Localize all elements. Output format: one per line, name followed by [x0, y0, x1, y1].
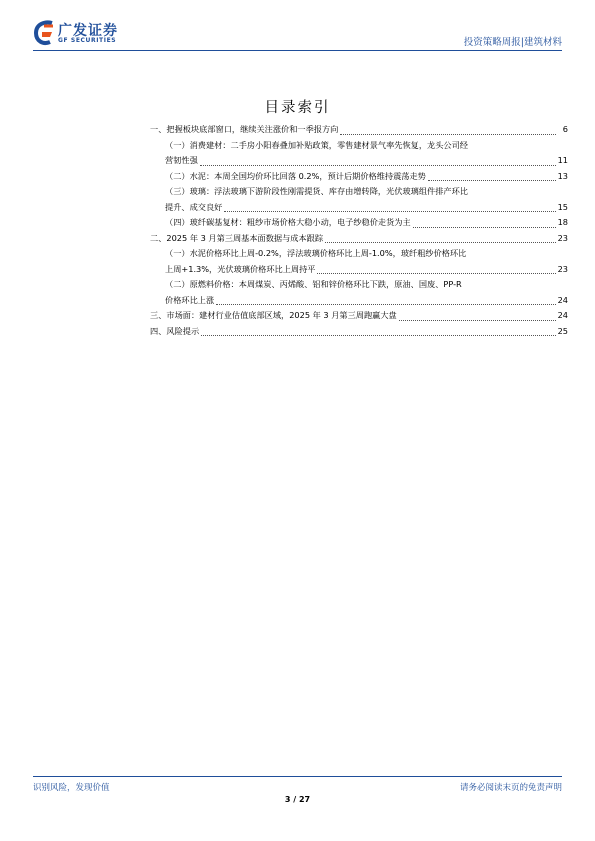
- toc-page-number: 13: [557, 170, 568, 181]
- toc-entry-text: （二）原燃料价格：本周煤炭、丙烯酸、铝和锌价格环比下跌，原油、国废、PP-R: [165, 279, 462, 289]
- header-divider: [33, 50, 562, 51]
- toc-leader-dots: [201, 334, 555, 336]
- toc-page-number: 25: [557, 325, 568, 336]
- toc-entry[interactable]: [150, 231, 568, 247]
- toc-leader-dots: [224, 210, 555, 212]
- toc-entry-text: （四）玻纤碳基复材：粗纱市场价格大稳小动，电子纱稳价走货为主: [165, 217, 411, 227]
- toc-entry[interactable]: [150, 138, 568, 169]
- toc-leader-dots: [325, 241, 556, 243]
- table-of-contents: [150, 122, 568, 339]
- logo-english-name: GF SECURITIES: [58, 37, 117, 44]
- toc-leader-dots: [428, 179, 556, 181]
- footer-disclaimer-note: 请务必阅读末页的免责声明: [459, 783, 562, 793]
- toc-entry-text: （三）玻璃：浮法玻璃下游阶段性刚需提货、库存由增转降，光伏玻璃组件排产环比: [165, 186, 468, 196]
- page-header: [0, 0, 595, 52]
- footer-slogan: 识别风险，发现价值: [33, 783, 110, 793]
- footer-divider: [33, 776, 562, 777]
- toc-leader-dots: [317, 272, 555, 274]
- toc-entry-text: （一）消费建材：二手房小阳春叠加补贴政策，零售建材景气率先恢复，龙头公司经: [165, 139, 468, 150]
- toc-entry-text: （二）水泥：本周全国均价环比回落 0.2%，预计后期价格维持震荡走势: [165, 170, 426, 181]
- toc-entry-text: 二、2025 年 3 月第三周基本面数据与成本跟踪: [150, 232, 324, 243]
- toc-page-number: 18: [557, 217, 568, 227]
- toc-page-number: 15: [557, 201, 568, 212]
- toc-page-number: 6: [562, 124, 568, 134]
- toc-page-number: 24: [557, 294, 568, 305]
- toc-leader-dots: [216, 303, 555, 305]
- gf-securities-logo: [33, 20, 133, 48]
- page-number: 3 / 27: [284, 795, 311, 804]
- toc-entry-text: 三、市场面：建材行业估值底部区域，2025 年 3 月第三周跑赢大盘: [150, 310, 397, 320]
- toc-page-number: 23: [557, 232, 568, 243]
- toc-entry[interactable]: [150, 184, 568, 215]
- toc-leader-dots: [340, 133, 556, 135]
- report-category: 投资策略周报|建筑材料: [463, 37, 562, 48]
- toc-entry-text: （一）水泥价格环比上周-0.2%，浮法玻璃价格环比上周-1.0%，玻纤粗纱价格环比: [165, 248, 467, 258]
- toc-entry[interactable]: [150, 215, 568, 231]
- toc-entry[interactable]: [150, 169, 568, 185]
- toc-entry-text: 一、把握板块底部窗口，继续关注涨价和一季报方向: [150, 124, 339, 134]
- toc-page-number: 24: [557, 310, 568, 320]
- logo-chinese-name: 广发证券: [58, 23, 118, 39]
- gf-logo-icon: [33, 20, 55, 46]
- toc-leader-dots: [399, 319, 556, 321]
- toc-entry[interactable]: [150, 122, 568, 138]
- toc-entry-text: 营韧性强: [165, 155, 198, 165]
- toc-entry-text: 上周+1.3%，光伏玻璃价格环比上周持平: [165, 263, 316, 274]
- toc-entry[interactable]: [150, 277, 568, 308]
- toc-entry-text: 四、风险提示: [150, 325, 200, 336]
- toc-entry[interactable]: [150, 308, 568, 324]
- toc-entry-text: 价格环比上涨: [165, 294, 215, 305]
- toc-title: 目录索引: [264, 100, 331, 116]
- toc-leader-dots: [200, 164, 556, 166]
- toc-leader-dots: [413, 226, 556, 228]
- toc-page-number: 23: [557, 263, 568, 274]
- toc-entry[interactable]: [150, 324, 568, 340]
- toc-entry[interactable]: [150, 246, 568, 277]
- toc-page-number: 11: [557, 155, 568, 165]
- toc-entry-text: 提升、成交良好: [165, 201, 223, 212]
